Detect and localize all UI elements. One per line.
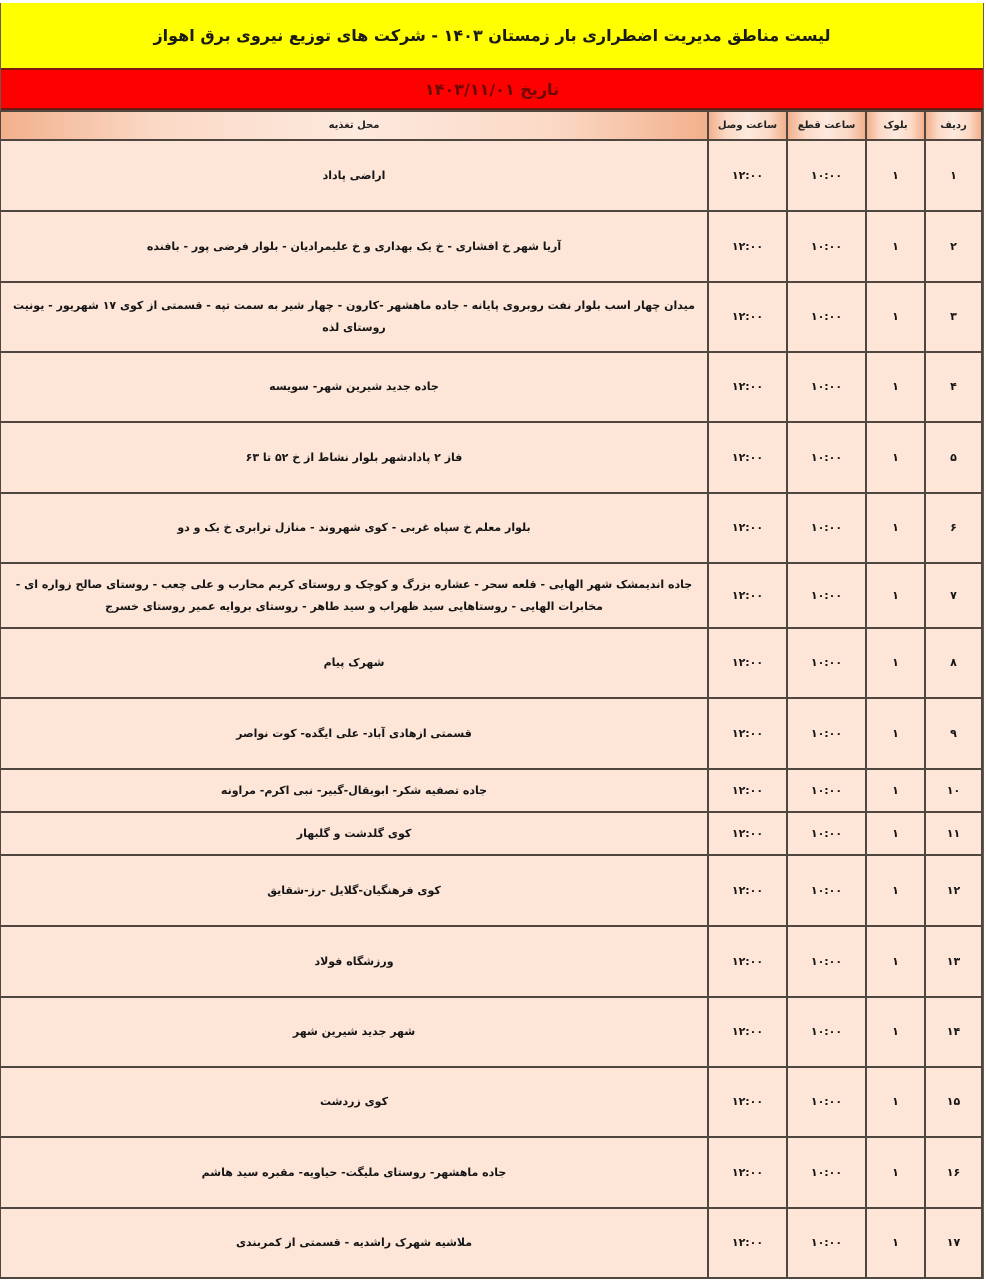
row-block: ۱ [866, 855, 925, 926]
row-area: جاده جدید شیرین شهر- سویسه [0, 352, 708, 422]
row-block: ۱ [866, 282, 925, 352]
header-connect-time: ساعت وصل [708, 111, 787, 140]
row-block: ۱ [866, 1137, 925, 1208]
row-cut-time: ۱۰:۰۰ [787, 855, 866, 926]
row-number: ۷ [925, 563, 982, 628]
row-block: ۱ [866, 493, 925, 563]
table-row [0, 855, 982, 926]
table-row [0, 628, 982, 698]
table-row [0, 698, 982, 769]
row-connect-time: ۱۲:۰۰ [708, 211, 787, 282]
table-row [0, 211, 982, 282]
row-number: ۸ [925, 628, 982, 698]
row-area: جاده تصفیه شکر- ابوبقال-گبیر- نبی اکرم- مراونه [0, 769, 708, 812]
table-row [0, 563, 982, 628]
outage-table [0, 110, 983, 1279]
row-area: آریا شهر خ افشاری - خ یک بهداری و خ علیمرادیان - بلوار فرضی پور - بافنده [0, 211, 708, 282]
row-area: کوی گلدشت و گلبهار [0, 812, 708, 855]
page-title: لیست مناطق مدیریت اضطراری بار زمستان ۱۴۰۳ - شرکت های توزیع نیروی برق اهواز [153, 26, 831, 45]
row-number: ۱۵ [925, 1067, 982, 1137]
row-connect-time: ۱۲:۰۰ [708, 997, 787, 1067]
row-cut-time: ۱۰:۰۰ [787, 698, 866, 769]
row-number: ۱۳ [925, 926, 982, 997]
row-connect-time: ۱۲:۰۰ [708, 812, 787, 855]
row-block: ۱ [866, 1067, 925, 1137]
row-number: ۱۰ [925, 769, 982, 812]
table-row [0, 1067, 982, 1137]
row-number: ۵ [925, 422, 982, 493]
table-row [0, 1137, 982, 1208]
row-connect-time: ۱۲:۰۰ [708, 1137, 787, 1208]
row-connect-time: ۱۲:۰۰ [708, 493, 787, 563]
row-connect-time: ۱۲:۰۰ [708, 1208, 787, 1278]
row-connect-time: ۱۲:۰۰ [708, 352, 787, 422]
row-block: ۱ [866, 628, 925, 698]
row-block: ۱ [866, 1208, 925, 1278]
row-block: ۱ [866, 352, 925, 422]
row-cut-time: ۱۰:۰۰ [787, 628, 866, 698]
row-connect-time: ۱۲:۰۰ [708, 1067, 787, 1137]
row-connect-time: ۱۲:۰۰ [708, 855, 787, 926]
table-row [0, 352, 982, 422]
row-area: ملاشیه شهرک راشدیه - قسمتی از کمربندی [0, 1208, 708, 1278]
row-block: ۱ [866, 926, 925, 997]
row-area: جاده ماهشهر- روستای ملیگت- حیاویه- مقبره سید هاشم [0, 1137, 708, 1208]
row-cut-time: ۱۰:۰۰ [787, 812, 866, 855]
row-area: کوی فرهنگیان-گلایل -رز-شقایق [0, 855, 708, 926]
row-block: ۱ [866, 997, 925, 1067]
row-area: بلوار معلم خ سپاه غربی - کوی شهروند - منازل ترابری خ یک و دو [0, 493, 708, 563]
row-cut-time: ۱۰:۰۰ [787, 282, 866, 352]
table-row [0, 997, 982, 1067]
row-area: قسمتی ازهادی آباد- علی ایگده- کوت نواصر [0, 698, 708, 769]
row-cut-time: ۱۰:۰۰ [787, 1137, 866, 1208]
table-row [0, 422, 982, 493]
row-connect-time: ۱۲:۰۰ [708, 422, 787, 493]
table-row [0, 1208, 982, 1278]
header-block: بلوک [866, 111, 925, 140]
row-connect-time: ۱۲:۰۰ [708, 628, 787, 698]
title-banner [1, 3, 983, 70]
table-header-row [0, 111, 982, 140]
table-row [0, 769, 982, 812]
header-area: محل تغذیه [0, 111, 708, 140]
row-area: اراضی پاداد [0, 140, 708, 211]
row-number: ۱۱ [925, 812, 982, 855]
row-number: ۶ [925, 493, 982, 563]
row-connect-time: ۱۲:۰۰ [708, 140, 787, 211]
row-area: ورزشگاه فولاد [0, 926, 708, 997]
row-cut-time: ۱۰:۰۰ [787, 926, 866, 997]
row-area: فاز ۲ پادادشهر بلوار نشاط از خ ۵۲ تا ۶۳ [0, 422, 708, 493]
row-cut-time: ۱۰:۰۰ [787, 352, 866, 422]
row-connect-time: ۱۲:۰۰ [708, 282, 787, 352]
row-connect-time: ۱۲:۰۰ [708, 698, 787, 769]
row-cut-time: ۱۰:۰۰ [787, 493, 866, 563]
row-cut-time: ۱۰:۰۰ [787, 1067, 866, 1137]
row-block: ۱ [866, 563, 925, 628]
table-row [0, 282, 982, 352]
row-number: ۱۲ [925, 855, 982, 926]
row-cut-time: ۱۰:۰۰ [787, 140, 866, 211]
row-number: ۱ [925, 140, 982, 211]
row-number: ۹ [925, 698, 982, 769]
row-number: ۱۶ [925, 1137, 982, 1208]
table-row [0, 140, 982, 211]
row-block: ۱ [866, 140, 925, 211]
schedule-date: تاریخ ۱۴۰۳/۱۱/۰۱ [424, 79, 560, 99]
table-row [0, 493, 982, 563]
row-number: ۱۷ [925, 1208, 982, 1278]
row-area: میدان چهار اسب بلوار نفت روبروی پایانه - جاده ماهشهر -کارون - چهار شیر به سمت تپه - قسمتی از کوی ۱۷ شهریور - یونیت روستای لذه [0, 282, 708, 352]
table-row [0, 812, 982, 855]
date-banner [1, 70, 983, 110]
table-row [0, 926, 982, 997]
row-number: ۱۴ [925, 997, 982, 1067]
row-block: ۱ [866, 211, 925, 282]
row-area: کوی زردشت [0, 1067, 708, 1137]
row-connect-time: ۱۲:۰۰ [708, 769, 787, 812]
header-radif: ردیف [925, 111, 982, 140]
row-block: ۱ [866, 769, 925, 812]
outage-schedule-sheet [0, 3, 984, 1279]
row-number: ۳ [925, 282, 982, 352]
row-number: ۴ [925, 352, 982, 422]
row-cut-time: ۱۰:۰۰ [787, 997, 866, 1067]
row-cut-time: ۱۰:۰۰ [787, 211, 866, 282]
row-connect-time: ۱۲:۰۰ [708, 563, 787, 628]
row-cut-time: ۱۰:۰۰ [787, 422, 866, 493]
row-block: ۱ [866, 812, 925, 855]
row-cut-time: ۱۰:۰۰ [787, 1208, 866, 1278]
row-area: جاده اندیمشک شهر الهایی - قلعه سحر - عشاره بزرگ و کوچک و روستای کریم محارب و علی چعب - روستای صالح زواره ای - مخابرات الهایی - روستاهایی سید ظهراب و سید طاهر - روستای بروایه عمیر روستای خسرج [0, 563, 708, 628]
row-area: شهر جدید شیرین شهر [0, 997, 708, 1067]
header-cut-time: ساعت قطع [787, 111, 866, 140]
row-number: ۲ [925, 211, 982, 282]
row-connect-time: ۱۲:۰۰ [708, 926, 787, 997]
row-block: ۱ [866, 422, 925, 493]
row-cut-time: ۱۰:۰۰ [787, 769, 866, 812]
row-area: شهرک پیام [0, 628, 708, 698]
row-block: ۱ [866, 698, 925, 769]
row-cut-time: ۱۰:۰۰ [787, 563, 866, 628]
